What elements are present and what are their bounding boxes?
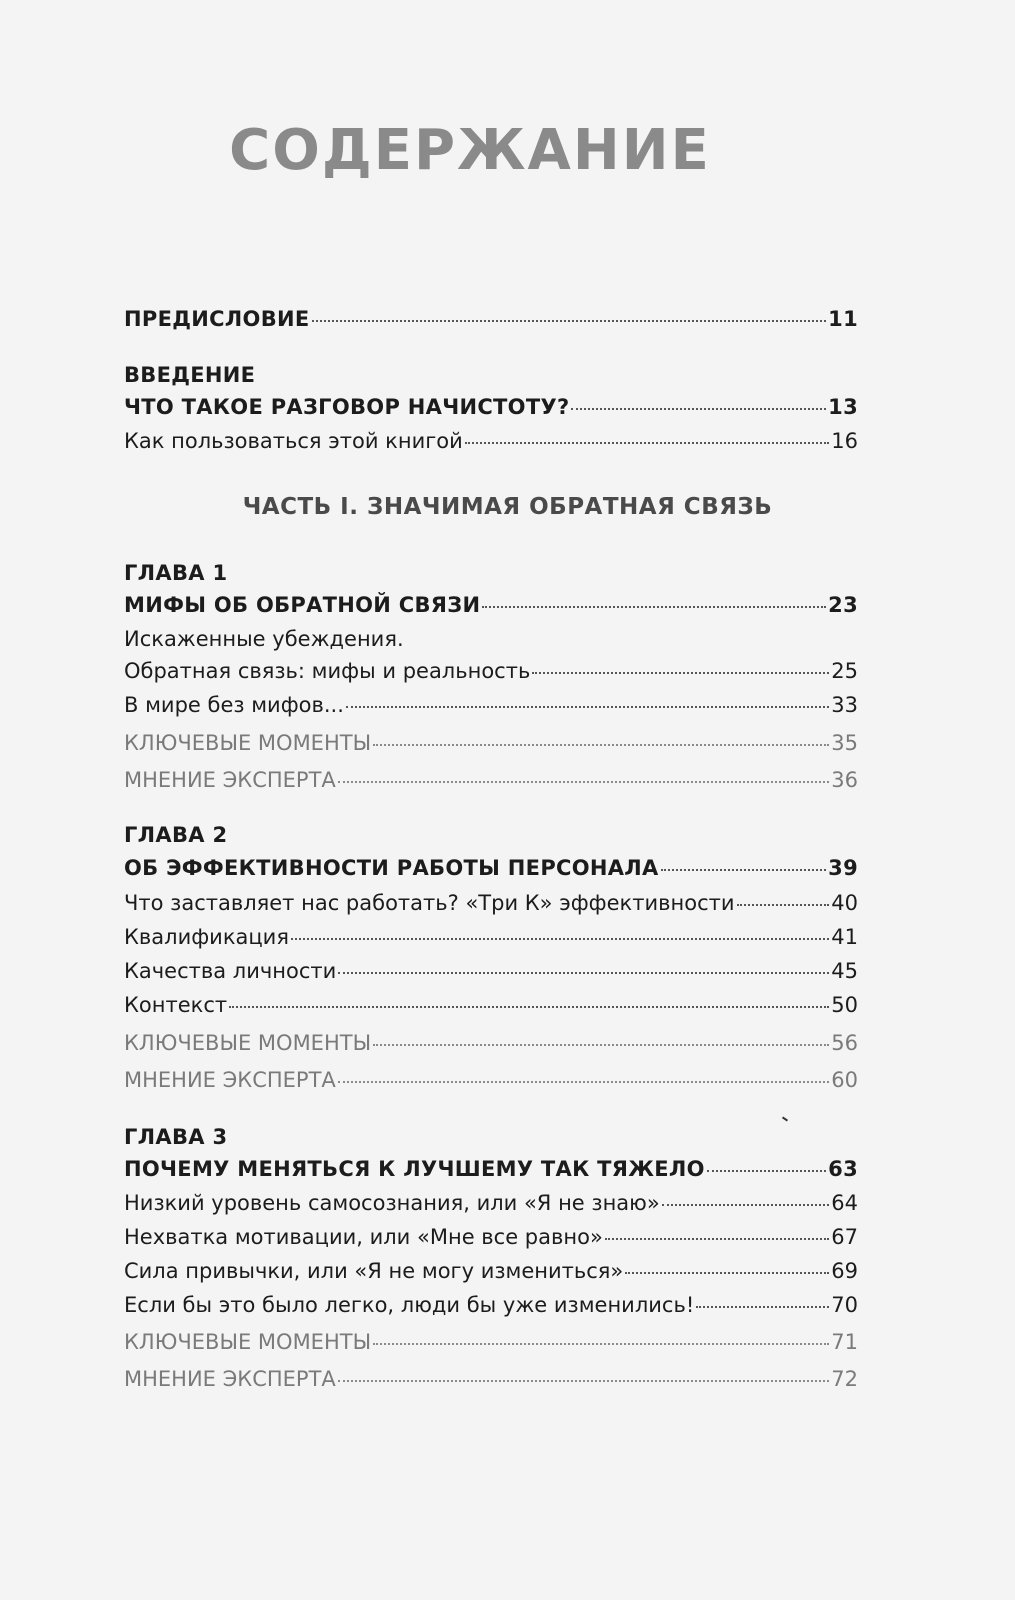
toc-entry-key-points[interactable]	[124, 728, 858, 758]
entry-label: Квалификация	[124, 925, 289, 949]
dot-leader	[662, 1203, 830, 1206]
entry-label: Если бы это было легко, люди бы уже изменились!	[124, 1293, 695, 1317]
toc-entry-chapter-3-title[interactable]	[124, 1154, 858, 1184]
dot-leader	[571, 407, 826, 410]
toc-entry-expert[interactable]	[124, 1065, 858, 1095]
entry-label-line: Искаженные убеждения.	[124, 627, 404, 651]
dot-leader	[338, 780, 829, 783]
dot-leader	[696, 1305, 829, 1308]
chapter-3-heading: ГЛАВА 3	[124, 1125, 228, 1149]
toc-entry[interactable]	[124, 990, 858, 1020]
toc-entry[interactable]	[124, 956, 858, 986]
entry-page-number: 16	[831, 429, 858, 453]
entry-page-number: 36	[831, 768, 858, 792]
toc-entry[interactable]	[124, 656, 858, 686]
entry-label: КЛЮЧЕВЫЕ МОМЕНТЫ	[124, 1031, 372, 1055]
entry-label: ЧТО ТАКОЕ РАЗГОВОР НАЧИСТОТУ?	[124, 395, 570, 419]
entry-label: Нехватка мотивации, или «Мне все равно»	[124, 1225, 603, 1249]
toc-entry[interactable]	[124, 1290, 858, 1320]
dot-leader	[737, 903, 830, 906]
dot-leader	[373, 743, 829, 746]
entry-page-number: 45	[831, 959, 858, 983]
entry-page-number: 56	[831, 1031, 858, 1055]
entry-page-number: 63	[828, 1157, 858, 1181]
entry-page-number: 64	[831, 1191, 858, 1215]
entry-label: Контекст	[124, 993, 228, 1017]
intro-heading: ВВЕДЕНИЕ	[124, 363, 256, 387]
entry-label: ПРЕДИСЛОВИЕ	[124, 307, 310, 331]
entry-page-number: 60	[831, 1068, 858, 1092]
toc-entry[interactable]	[124, 1256, 858, 1286]
entry-page-number: 69	[831, 1259, 858, 1283]
toc-entry-chapter-2-title[interactable]	[124, 853, 858, 883]
entry-label: В мире без мифов...	[124, 693, 344, 717]
entry-page-number: 41	[831, 925, 858, 949]
entry-label: Качества личности	[124, 959, 337, 983]
toc-entry-key-points[interactable]	[124, 1028, 858, 1058]
entry-label: МИФЫ ОБ ОБРАТНОЙ СВЯЗИ	[124, 593, 481, 617]
toc-entry[interactable]	[124, 426, 858, 456]
entry-page-number: 40	[831, 891, 858, 915]
entry-label: КЛЮЧЕВЫЕ МОМЕНТЫ	[124, 731, 372, 755]
entry-page-number: 13	[828, 395, 858, 419]
entry-label: МНЕНИЕ ЭКСПЕРТА	[124, 1367, 336, 1391]
chapter-2-heading: ГЛАВА 2	[124, 823, 228, 847]
dot-leader	[465, 441, 830, 444]
dot-leader	[373, 1342, 829, 1345]
entry-label: КЛЮЧЕВЫЕ МОМЕНТЫ	[124, 1330, 372, 1354]
dot-leader	[707, 1169, 826, 1172]
toc-entry-key-points[interactable]	[124, 1327, 858, 1357]
entry-page-number: 50	[831, 993, 858, 1017]
entry-label: Обратная связь: мифы и реальность	[124, 659, 531, 683]
entry-page-number: 39	[828, 856, 858, 880]
entry-page-number: 72	[831, 1367, 858, 1391]
dot-leader	[338, 1379, 829, 1382]
toc-entry-expert[interactable]	[124, 765, 858, 795]
entry-page-number: 35	[831, 731, 858, 755]
dot-leader	[373, 1043, 829, 1046]
entry-page-number: 33	[831, 693, 858, 717]
dot-leader	[661, 868, 827, 871]
toc-entry[interactable]	[124, 1188, 858, 1218]
entry-page-number: 67	[831, 1225, 858, 1249]
entry-label: Что заставляет нас работать? «Три К» эффективности	[124, 891, 735, 915]
dot-leader	[338, 1080, 829, 1083]
toc-entry[interactable]	[124, 888, 858, 918]
part-heading: ЧАСТЬ I. ЗНАЧИМАЯ ОБРАТНАЯ СВЯЗЬ	[242, 494, 773, 520]
entry-label: Как пользоваться этой книгой	[124, 429, 463, 453]
dot-leader	[482, 605, 826, 608]
toc-entry[interactable]	[124, 690, 858, 720]
dot-leader	[532, 671, 829, 674]
toc-entry[interactable]	[124, 1222, 858, 1252]
toc-entry-expert[interactable]	[124, 1364, 858, 1394]
entry-page-number: 23	[828, 593, 858, 617]
entry-label: МНЕНИЕ ЭКСПЕРТА	[124, 768, 336, 792]
entry-page-number: 25	[831, 659, 858, 683]
entry-page-number: 11	[828, 307, 858, 331]
toc-entry[interactable]	[124, 922, 858, 952]
dot-leader	[625, 1271, 829, 1274]
dot-leader	[312, 319, 827, 322]
dot-leader	[291, 937, 829, 940]
toc-entry-foreword[interactable]	[124, 304, 858, 334]
dot-leader	[346, 705, 829, 708]
entry-label: ПОЧЕМУ МЕНЯТЬСЯ К ЛУЧШЕМУ ТАК ТЯЖЕЛО	[124, 1157, 705, 1181]
page-title: СОДЕРЖАНИЕ	[229, 118, 711, 183]
dot-leader	[338, 971, 829, 974]
chapter-1-heading: ГЛАВА 1	[124, 561, 228, 585]
toc-entry-intro-title[interactable]	[124, 392, 858, 422]
entry-label: МНЕНИЕ ЭКСПЕРТА	[124, 1068, 336, 1092]
dot-leader	[605, 1237, 829, 1240]
entry-label: Сила привычки, или «Я не могу измениться»	[124, 1259, 624, 1283]
entry-label: Низкий уровень самосознания, или «Я не знаю»	[124, 1191, 660, 1215]
entry-page-number: 70	[831, 1293, 858, 1317]
entry-page-number: 71	[831, 1330, 858, 1354]
dot-leader	[229, 1005, 829, 1008]
ink-mark	[782, 1116, 788, 1121]
toc-entry-chapter-1-title[interactable]	[124, 590, 858, 620]
entry-label: ОБ ЭФФЕКТИВНОСТИ РАБОТЫ ПЕРСОНАЛА	[124, 856, 659, 880]
